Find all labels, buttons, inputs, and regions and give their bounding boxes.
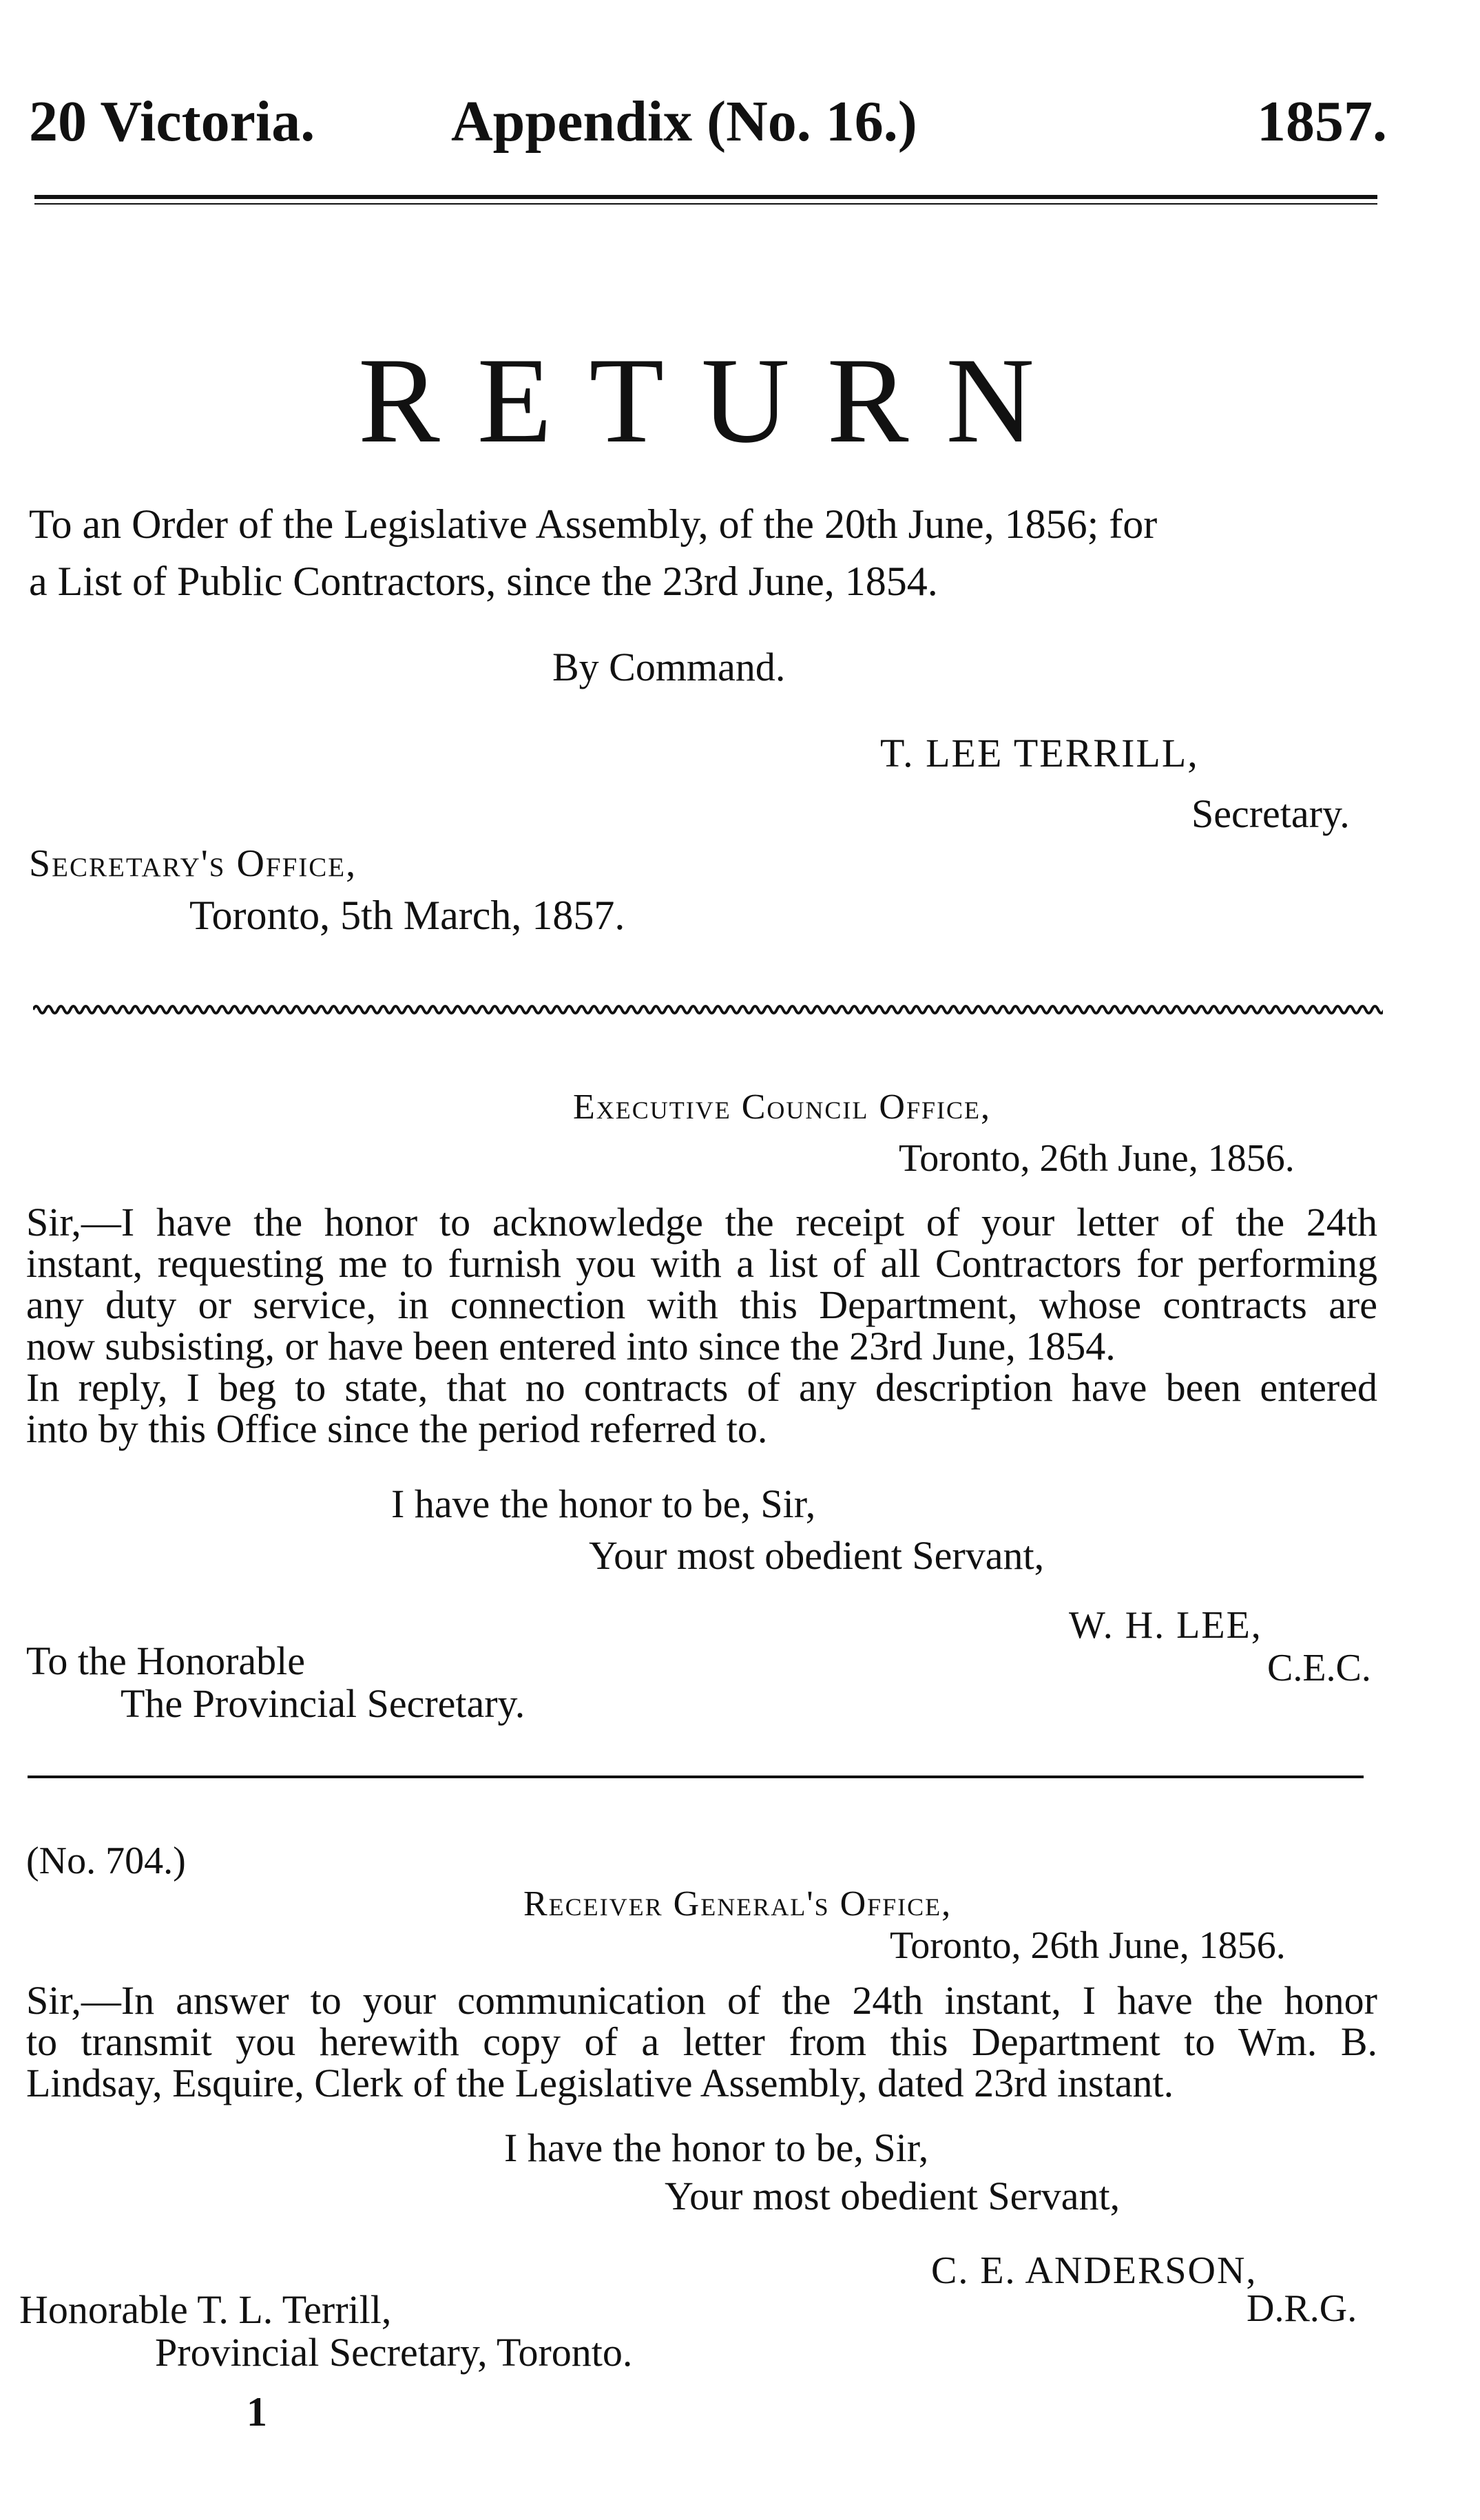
letter2-paragraph-1 bbox=[26, 1980, 1377, 2104]
wavy-divider bbox=[33, 1001, 1383, 1019]
header-year: 1857. bbox=[1257, 90, 1387, 154]
section-rule bbox=[28, 1776, 1364, 1778]
letter1-place-date: Toronto, 26th June, 1856. bbox=[899, 1137, 1295, 1180]
return-subtitle-line2: a List of Public Contractors, since the 23rd June, 1854. bbox=[29, 559, 938, 604]
letter2-number: (No. 704.) bbox=[26, 1840, 186, 1882]
letter1-closing-1: I have the honor to be, Sir, bbox=[391, 1481, 816, 1526]
letter1-para2-line: into by this Office since the period referred to. bbox=[26, 1406, 768, 1451]
letter1-addressee-2: The Provincial Secretary. bbox=[121, 1681, 525, 1726]
letter2-signer-title: D.R.G. bbox=[1247, 2287, 1357, 2330]
letter2-closing-2: Your most obedient Servant, bbox=[665, 2174, 1121, 2218]
letter2-addressee-1: Honorable T. L. Terrill, bbox=[19, 2287, 392, 2332]
page-number: 1 bbox=[247, 2389, 267, 2435]
letter1-office: Executive Council Office, bbox=[573, 1087, 991, 1127]
letter1-addressee-1: To the Honorable bbox=[26, 1638, 306, 1683]
letter1-closing-2: Your most obedient Servant, bbox=[589, 1533, 1045, 1578]
return-place-date: Toronto, 5th March, 1857. bbox=[189, 893, 625, 938]
letter1-para1-line: instant, requesting me to furnish you with a list of all Contractors for performing bbox=[26, 1241, 1377, 1286]
return-title: RETURN bbox=[358, 332, 1072, 468]
header-appendix: Appendix (No. 16.) bbox=[451, 90, 917, 154]
return-office: Secretary's Office, bbox=[29, 842, 357, 885]
letter2-office: Receiver General's Office, bbox=[523, 1884, 952, 1924]
letter2-closing-1: I have the honor to be, Sir, bbox=[504, 2125, 929, 2170]
by-command: By Command. bbox=[552, 645, 786, 689]
letter2-para1-line: Sir,—In answer to your communication of the 24th instant, I have the honor bbox=[26, 1978, 1377, 2023]
letter1-paragraph-1 bbox=[26, 1202, 1377, 1367]
letter1-para1-line: now subsisting, or have been entered into since the 23rd June, 1854. bbox=[26, 1324, 1116, 1368]
letter1-signer-title: C.E.C. bbox=[1267, 1647, 1371, 1689]
letter2-place-date: Toronto, 26th June, 1856. bbox=[890, 1924, 1286, 1967]
return-subtitle-line1: To an Order of the Legislative Assembly, of the 20th June, 1856; for bbox=[29, 501, 1158, 547]
letter2-signer-name: C. E. ANDERSON, bbox=[931, 2249, 1258, 2292]
letter1-para1-line: any duty or service, in connection with this Department, whose contracts are bbox=[26, 1282, 1377, 1327]
letter2-para1-line: to transmit you herewith copy of a letter from this Department to Wm. B. bbox=[26, 2019, 1377, 2064]
header-rule-thin bbox=[34, 203, 1377, 205]
return-signer-name: T. LEE TERRILL, bbox=[880, 731, 1199, 775]
letter1-para2-line: In reply, I beg to state, that no contracts of any description have been entered bbox=[26, 1365, 1377, 1410]
letter1-paragraph-2 bbox=[26, 1367, 1377, 1450]
letter1-signer-name: W. H. LEE, bbox=[1069, 1604, 1262, 1647]
letter1-para1-line: Sir,—I have the honor to acknowledge the receipt of your letter of the 24th bbox=[26, 1200, 1377, 1245]
letter2-addressee-2: Provincial Secretary, Toronto. bbox=[155, 2330, 633, 2375]
header-rule-thick bbox=[34, 195, 1377, 199]
header-session: 20 Victoria. bbox=[29, 90, 315, 154]
letter2-para1-line: Lindsay, Esquire, Clerk of the Legislative Assembly, dated 23rd instant. bbox=[26, 2061, 1174, 2105]
return-signer-title: Secretary. bbox=[1191, 791, 1350, 836]
